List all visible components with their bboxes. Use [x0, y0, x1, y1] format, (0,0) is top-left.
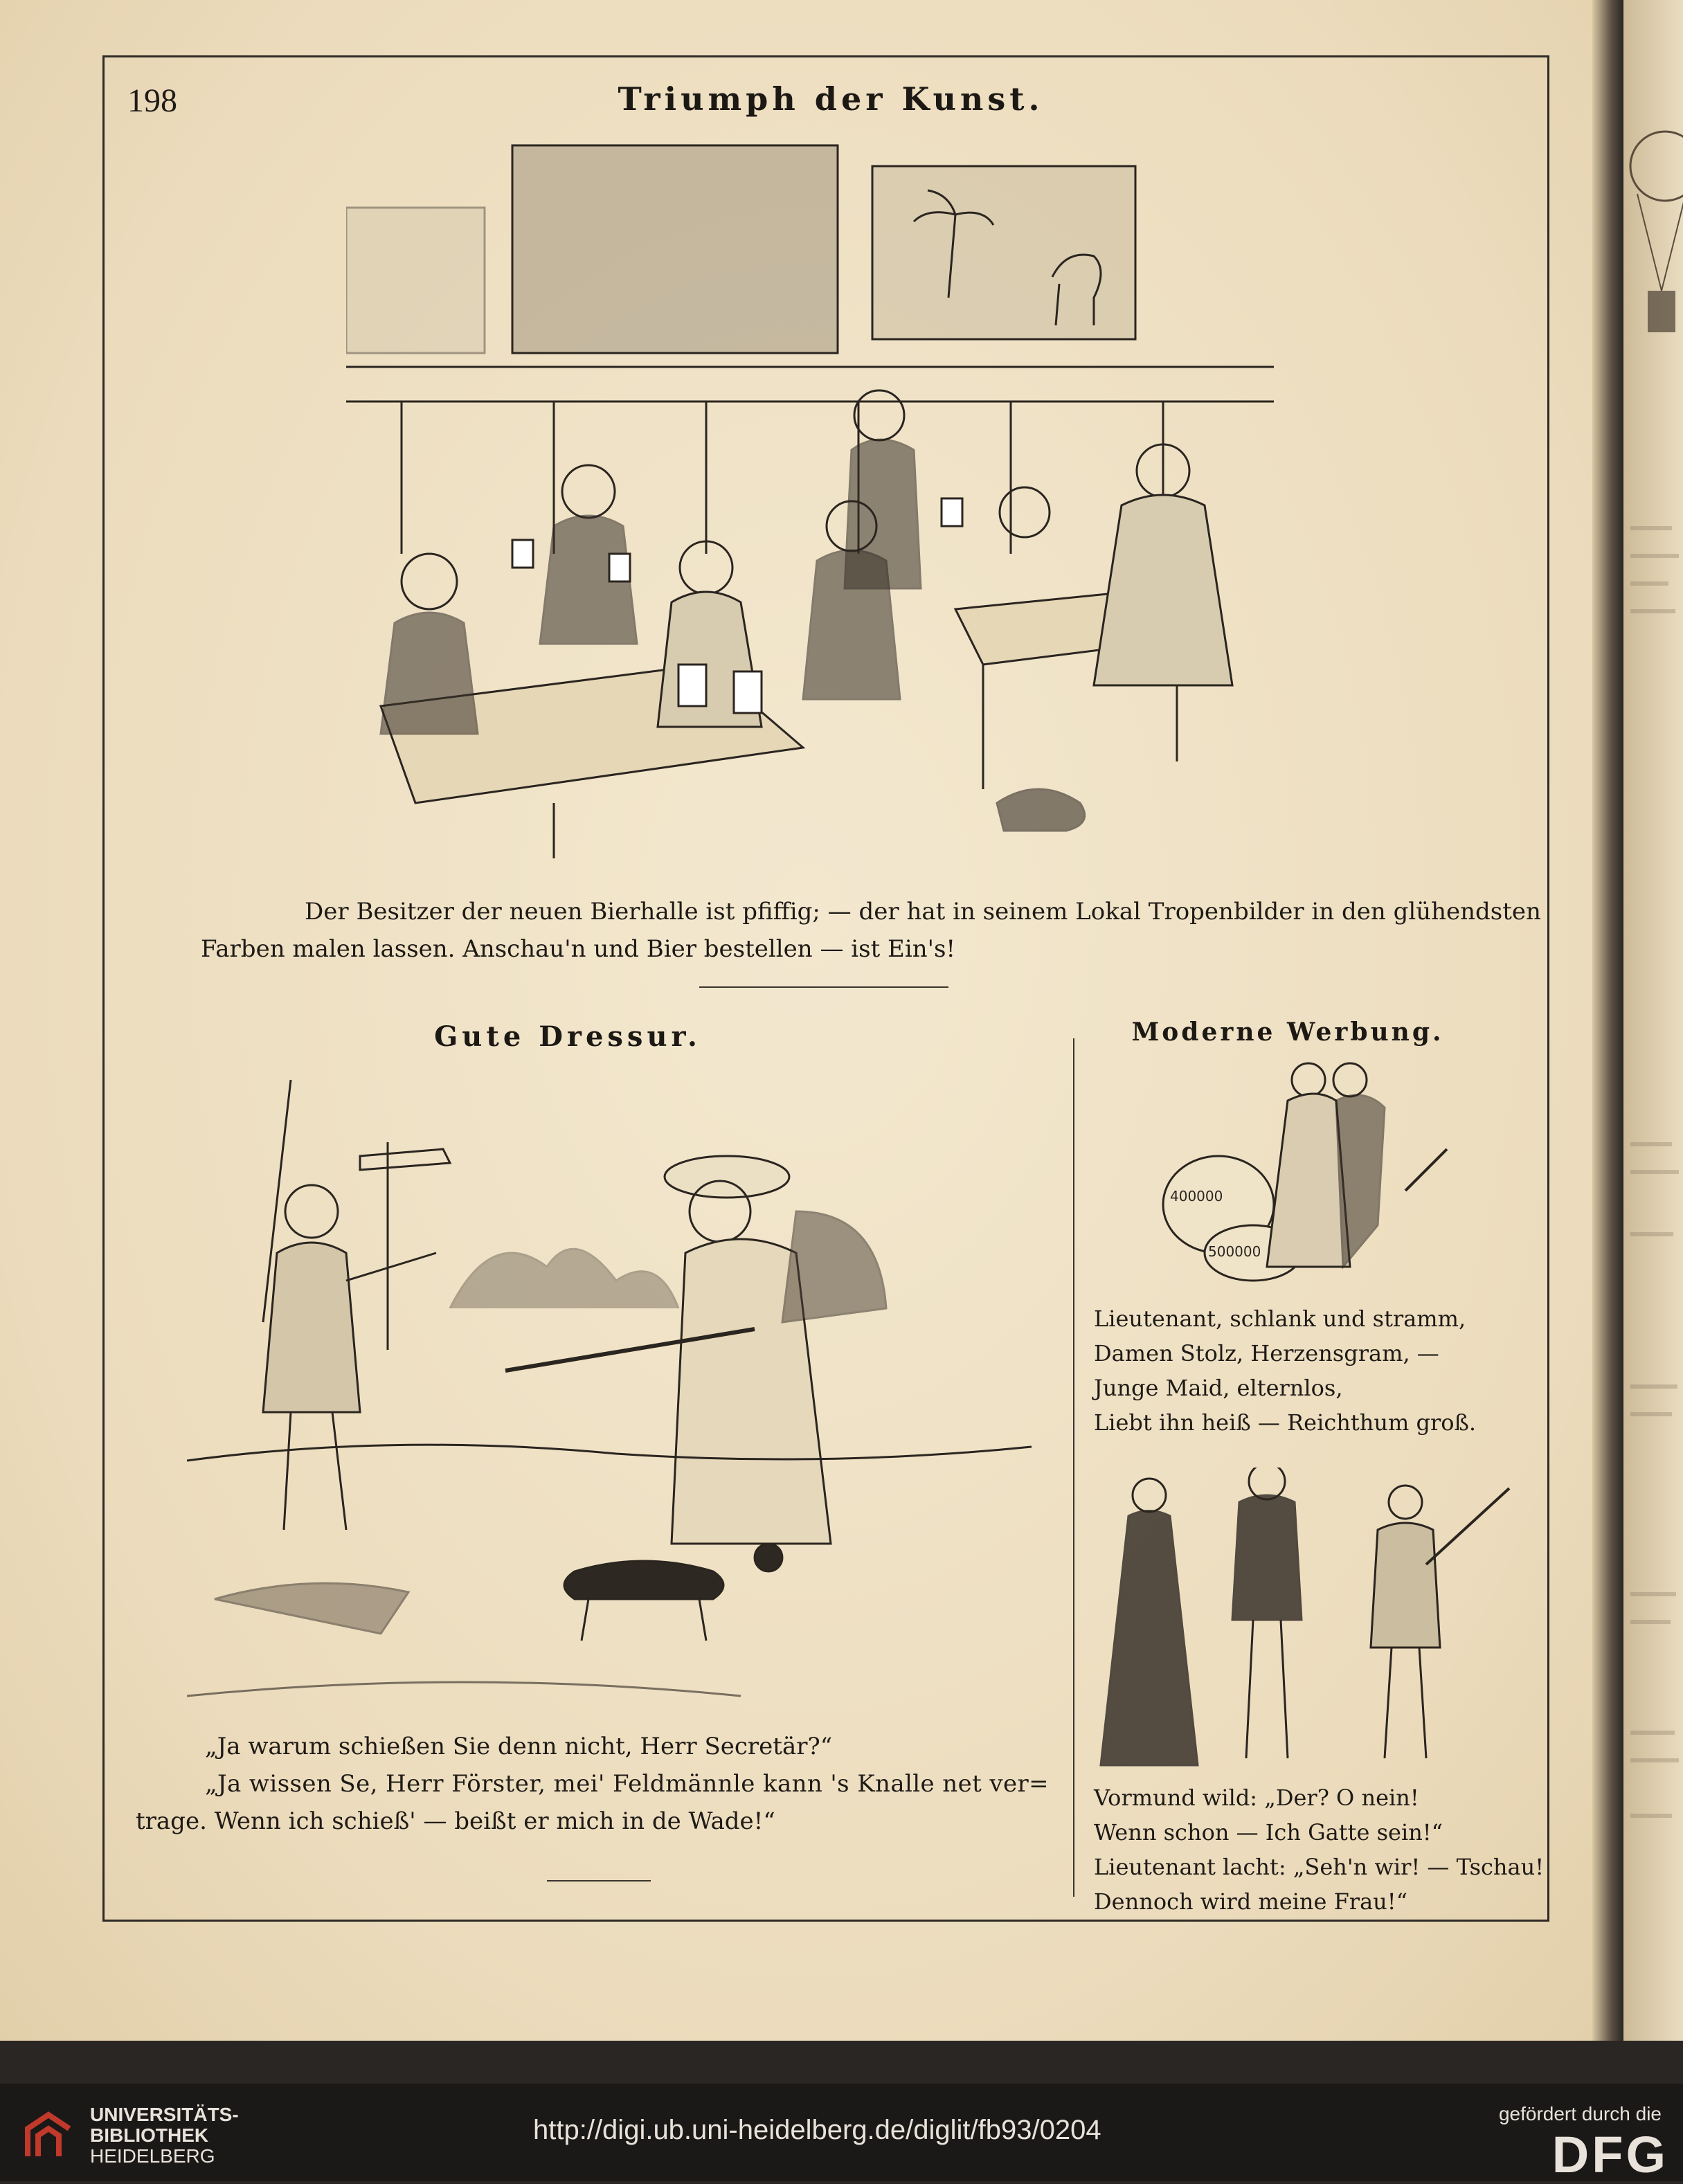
institution-line-1: UNIVERSITÄTS-	[90, 2104, 239, 2125]
next-page-balloon-illustration	[1623, 28, 1683, 512]
dressur-caption-cont	[136, 1803, 775, 1840]
caption-line-1: Der Besitzer der neuen Bierhalle ist pfiffig; — der hat in seinem Lokal Tropenbilder in den glühendsten	[305, 898, 1541, 926]
university-library-logo-icon	[21, 2108, 76, 2163]
werbung-verse-2	[1094, 1780, 1544, 1919]
institution-name	[90, 2104, 242, 2167]
permalink-url[interactable]: http://digi.ub.uni-heidelberg.de/diglit/fb93/0204	[533, 2115, 1101, 2145]
next-page-edge	[1623, 0, 1683, 2041]
money-bag-label-400000: 400000	[1170, 1188, 1223, 1204]
verse1-line-2: Damen Stolz, Herzensgram, —	[1094, 1340, 1439, 1366]
beer-hall-illustration	[346, 138, 1274, 872]
forester-hunter-illustration	[187, 1073, 1052, 1717]
verse2-line-4: Dennoch wird meine Frau!“	[1094, 1888, 1407, 1915]
money-bag-label-500000: 500000	[1208, 1243, 1261, 1260]
moderne-werbung-title: Moderne Werbung.	[1131, 1018, 1444, 1047]
funded-by-label: gefördert durch die	[1498, 2103, 1662, 2124]
guardian-illustration	[1094, 1468, 1537, 1779]
section-divider	[699, 986, 948, 988]
book-gutter	[1592, 0, 1623, 2041]
verse1-line-3: Junge Maid, elternlos,	[1094, 1375, 1343, 1401]
verse1-line-1: Lieutenant, schlank und stramm,	[1094, 1306, 1466, 1332]
verse2-line-1: Vormund wild: „Der? O nein!	[1094, 1785, 1419, 1811]
dressur-caption	[205, 1728, 1049, 1803]
page-number: 198	[127, 82, 177, 119]
beer-hall-caption	[305, 893, 1541, 930]
column-divider	[1073, 1038, 1074, 1897]
page-title: Triumph der Kunst.	[618, 80, 1044, 118]
verse2-line-3: Lieutenant lacht: „Seh'n wir! — Tschau!	[1094, 1854, 1545, 1880]
dfg-logo: DFG	[1551, 2126, 1668, 2183]
dressur-line-1: „Ja warum schießen Sie denn nicht, Herr Secretär?“	[205, 1733, 833, 1760]
end-rule	[547, 1880, 651, 1881]
verse2-line-2: Wenn schon — Ich Gatte sein!“	[1094, 1819, 1443, 1845]
caption-line-2: Farben malen lassen. Anschau'n und Bier bestellen — ist Ein's!	[201, 935, 956, 963]
dressur-line-2: „Ja wissen Se, Herr Förster, mei' Feldmännle kann 's Knalle net ver=	[205, 1770, 1050, 1798]
courtship-illustration	[1142, 1052, 1461, 1288]
institution-line-2: BIBLIOTHEK	[90, 2124, 209, 2146]
werbung-verse-1	[1094, 1301, 1476, 1440]
dressur-line-3: trage. Wenn ich schieß' — beißt er mich in de Wade!“	[136, 1807, 775, 1835]
gute-dressur-title: Gute Dressur.	[434, 1020, 701, 1053]
verse1-line-4: Liebt ihn heiß — Reichthum groß.	[1094, 1409, 1477, 1436]
beer-hall-caption-cont	[201, 930, 955, 968]
institution-line-3: HEIDELBERG	[90, 2145, 215, 2167]
